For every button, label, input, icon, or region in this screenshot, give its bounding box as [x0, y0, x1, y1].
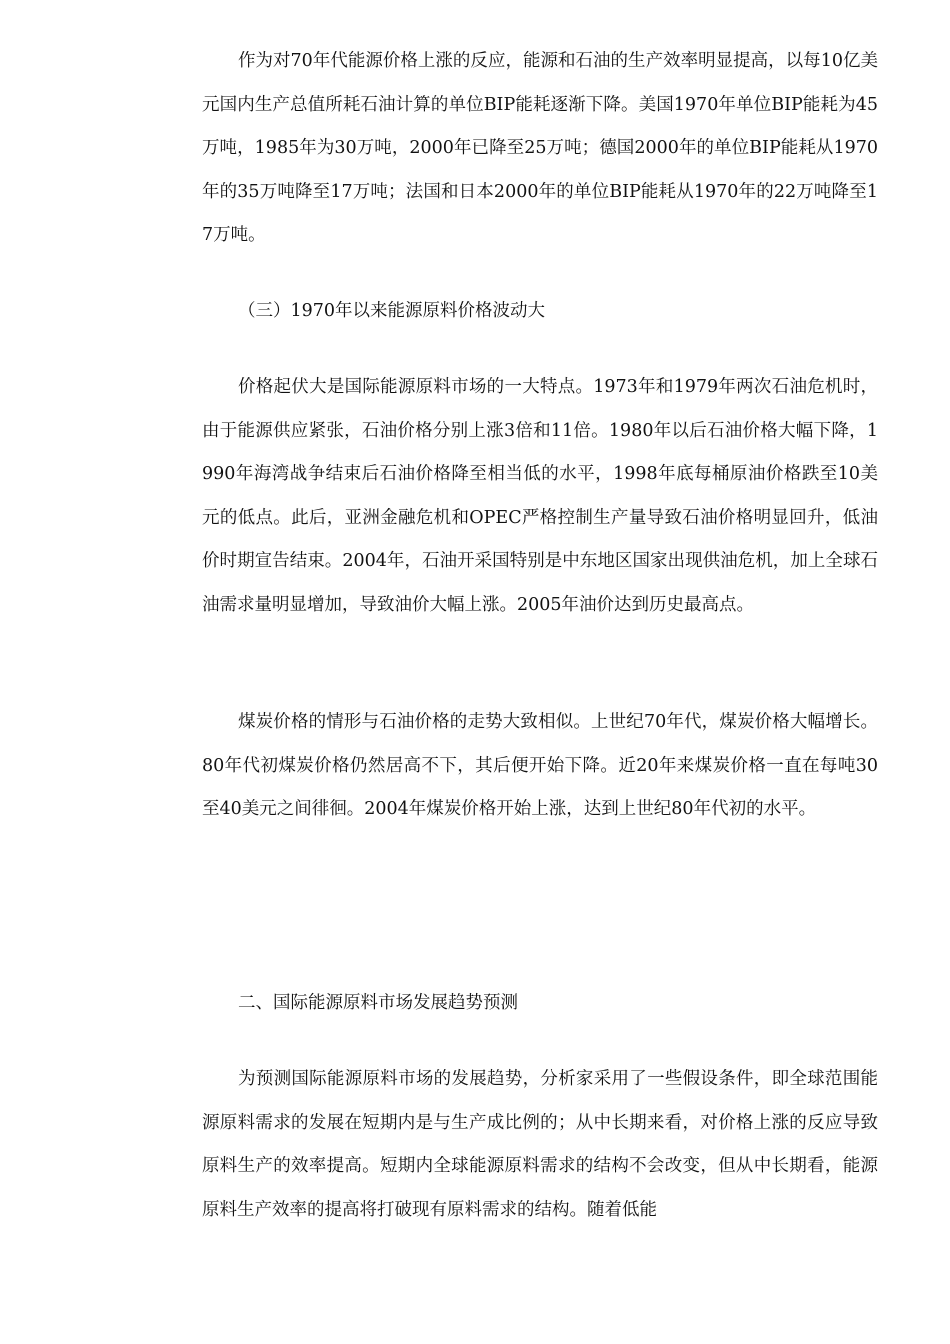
- paragraph-oil-price: 价格起伏大是国际能源原料市场的一大特点。1973年和1979年两次石油危机时，由于能源供应紧张，石油价格分别上涨3倍和11倍。1980年以后石油价格大幅下降，1990年海湾战争结束后石油价格降至相当低的水平，1998年底每桶原油价格跌至10美元的低点。此后，亚洲金融危机和OPEC严格控制生产量导致石油价格明显回升，低油价时期宣告结束。2004年，石油开采国特别是中东地区国家出现供油危机，加上全球石油需求量明显增加，导致油价大幅上涨。2005年油价达到历史最高点。: [202, 377, 878, 615]
- section-heading-market-forecast: 二、国际能源原料市场发展趋势预测: [238, 993, 518, 1013]
- paragraph-coal-price: 煤炭价格的情形与石油价格的走势大致相似。上世纪70年代，煤炭价格大幅增长。80年代初煤炭价格仍然居高不下，其后便开始下降。近20年来煤炭价格一直在每吨30至40美元之间徘徊。2004年煤炭价格开始上涨，达到上世纪80年代初的水平。: [202, 712, 878, 819]
- paragraph-energy-efficiency: 作为对70年代能源价格上涨的反应，能源和石油的生产效率明显提高，以每10亿美元国内生产总值所耗石油计算的单位BIP能耗逐渐下降。美国1970年单位BIP能耗为45万吨，1985年为30万吨，2000年已降至25万吨；德国2000年的单位BIP能耗从1970年的35万吨降至17万吨；法国和日本2000年的单位BIP能耗从1970年的22万吨降至17万吨。: [202, 51, 878, 245]
- section-heading-price-volatility: （三）1970年以来能源原料价格波动大: [238, 301, 546, 321]
- paragraph-forecast-assumptions: 为预测国际能源原料市场的发展趋势，分析家采用了一些假设条件，即全球范围能源原料需求的发展在短期内是与生产成比例的；从中长期来看，对价格上涨的反应导致原料生产的效率提高。短期内全球能源原料需求的结构不会改变，但从中长期看，能源原料生产效率的提高将打破现有原料需求的结构。随着低能: [202, 1069, 878, 1220]
